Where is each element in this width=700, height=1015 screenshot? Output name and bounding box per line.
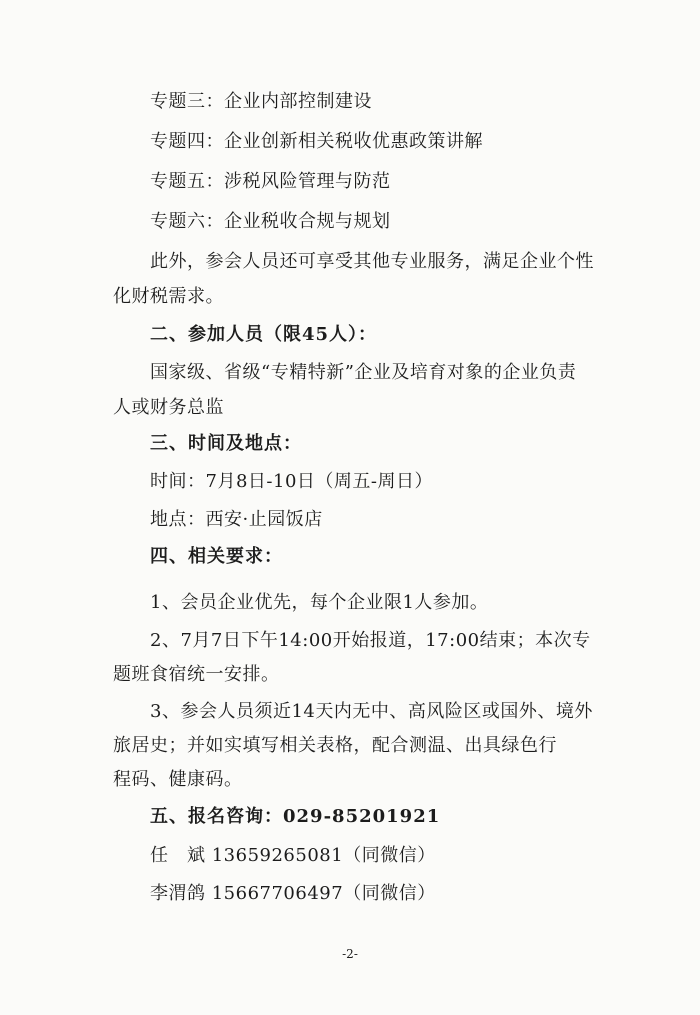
requirement-3-line-3: 程码、健康码。 <box>113 769 243 790</box>
requirement-1: 1、会员企业优先，每个企业限1人参加。 <box>150 592 489 613</box>
section-2-heading: 二、参加人员（限45人）： <box>150 324 378 345</box>
section-5-heading: 五、报名咨询：029-85201921 <box>150 806 441 827</box>
extra-service-line-1: 此外，参会人员还可享受其他专业服务，满足企业个性 <box>150 251 594 272</box>
requirement-3-line-2: 旅居史；并如实填写相关表格，配合测温、出具绿色行 <box>113 735 557 756</box>
section-4-heading: 四、相关要求： <box>150 546 283 567</box>
participants-line-2: 人或财务总监 <box>113 397 224 418</box>
extra-service-line-2: 化财税需求。 <box>113 286 224 307</box>
topic-4: 专题四：企业创新相关税收优惠政策讲解 <box>150 131 483 152</box>
contact-2: 李渭鸽 15667706497（同微信） <box>150 883 436 904</box>
contact-1: 任 斌 13659265081（同微信） <box>150 845 436 866</box>
requirement-3-line-1: 3、参会人员须近14天内无中、高风险区或国外、境外 <box>150 701 593 722</box>
event-place: 地点：西安·止园饭店 <box>150 509 323 530</box>
topic-3: 专题三：企业内部控制建设 <box>150 91 372 112</box>
requirement-2-line-1: 2、7月7日下午14:00开始报道，17:00结束；本次专 <box>150 630 591 651</box>
requirement-2-line-2: 题班食宿统一安排。 <box>113 664 280 685</box>
topic-6: 专题六：企业税收合规与规划 <box>150 211 391 232</box>
section-3-heading: 三、时间及地点： <box>150 433 302 454</box>
topic-5: 专题五：涉税风险管理与防范 <box>150 171 391 192</box>
page-number: -2- <box>342 947 358 961</box>
event-time: 时间：7月8日-10日（周五-周日） <box>150 471 433 492</box>
participants-line-1: 国家级、省级“专精特新”企业及培育对象的企业负责 <box>150 362 577 383</box>
